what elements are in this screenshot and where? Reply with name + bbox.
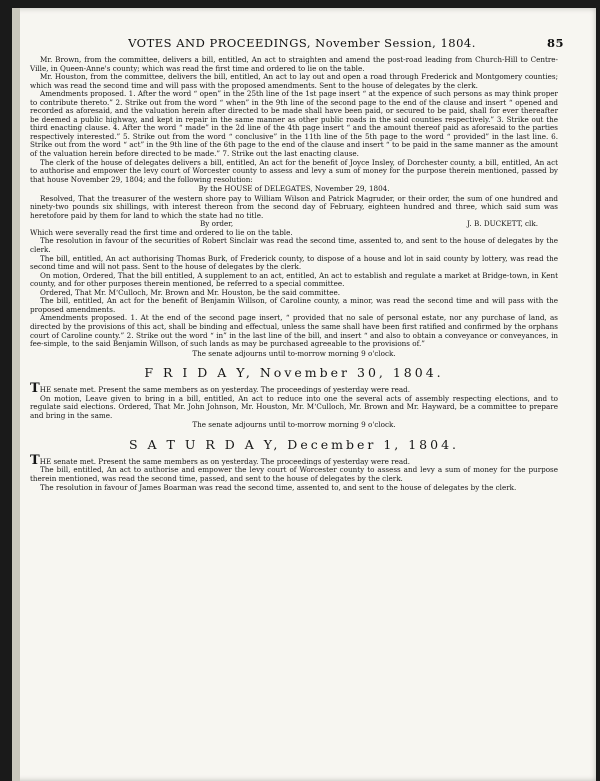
paragraph: Amendments proposed. 1. After the word “ open” in the 25th line of the 1st page insert “ at the expence of such persons as may think proper to contribute thereto.” 2. Strike out from the word “ when” in the 9th line of the second page to the end of the clause and insert “ opened and recorded as aforesaid, and the valuation herein after directed to be made shall have been paid, or secured to be paid, shall for ever thereafter be deemed a public highway, and kept in repair in the same manner as other public roads in the said counties respectively.” 3. Strike out the third enacting clause. 4. After the word “ made” in the 2d line of the 4th page insert “ and the amount thereof paid as aforesaid to the parties respectively interested.” 5. Strike out from the word “ conclusive” in the 11th line of the 5th page to the word “ provided” in the last line. 6. Strike out from the word “ act” in the 9th line of the 6th page to the end of the clause and insert “ to be paid in the same manner as the amount of the valuation herein before directed to be made.” 7. Strike out the last enacting clause. (30, 89, 558, 159)
paragraph: Which were severally read the first time and ordered to lie on the table. (30, 227, 293, 237)
adjournment: The senate adjourns until to-morrow morning 9 o'clock. (192, 420, 396, 430)
paragraph: Mr. Brown, from the committee, delivers a bill, entitled, An act to straighten and amend the post-road leading from Church-Hill to Centre-Ville, in Queen-Anne's county; which was read the first time and ordered to lie on the table. (30, 55, 558, 73)
page-header (40, 36, 564, 50)
paragraph: Amendments proposed. 1. At the end of the second page insert, “ provided that no sale of personal estate, nor any purchase of land, as directed by the provisions of this act, shall be binding and effectual, unless the same shall have been first ratified and confirmed by the orphans court of Caroline county.” 2. Strike out the word “ in” in the last line of the bill, and insert “ and also to obtain a conveyance or conveyances, in fee-simple, to the said Benjamin Willson, of such lands as may be purchased agreeable to the provisions of.” (30, 313, 558, 349)
document-page (12, 8, 596, 781)
paragraph: The clerk of the house of delegates delivers a bill, entitled, An act for the benefit of Joyce Insley, of Dorchester county, a bill, entitled, An act to authorise and empower the levy court of Worcester county to assess and levy a sum of money for the purpose therein mentioned, passed by that house November 29, 1804; and the following resolution: (30, 157, 558, 184)
paragraph: Mr. Houston, from the committee, delivers the bill, entitled, An act to lay out and open a road through Frederick and Montgomery counties; which was read the second time and will pass with the proposed amendments. Sent to the house of delegates by the clerk. (30, 72, 558, 90)
paragraph: The resolution in favour of the securities of Robert Sinclair was read the second time, assented to, and sent to the house of delegates by the clerk. (30, 236, 558, 255)
paragraph: On motion, Leave given to bring in a bill, entitled, An act to reduce into one the several acts of assembly respecting elections, and to regulate said elections. Ordered, That Mr. John Johnson, Mr. Houston, Mr. M‘Culloch, Mr. Brown and Mr. Hayward, be a committee to prepare and bring in the same. (30, 393, 558, 420)
paragraph: On motion, Ordered, That the bill entitled, A supplement to an act, entitled, An act to establish and regulate a market at Bridge-town, in Kent county, and for other purposes therein mentioned, be referred to a special committee. (30, 270, 558, 289)
paragraph: The bill, entitled, An act for the benefit of Benjamin Willson, of Caroline county, a minor, was read the second time and will pass with the proposed amendments. (30, 296, 558, 314)
binding-shadow (12, 8, 20, 781)
paragraph: The bill, entitled, An act to authorise and empower the levy court of Worcester county to assess and levy a sum of money for the purpose therein mentioned, was read the second time, passed, and sent to the house of delegates by the clerk. (30, 465, 558, 483)
friday-opening: THE senate met. Present the same members as on yesterday. The proceedings of yesterday were read. (30, 381, 411, 397)
page-title: VOTES AND PROCEEDINGS, November Session, 1804. (128, 36, 476, 50)
saturday-heading: S A T U R D A Y, December 1, 1804. (128, 436, 460, 452)
resolution-heading: By the HOUSE of DELEGATES, November 29, 1804. (198, 184, 390, 194)
resolution-text: Resolved, That the treasurer of the western shore pay to William Wilson and Patrick Magruder, or their order, the sum of one hundred and ninety-two pounds six shillings, with interest thereon from the second day of February, eighteen hundred and three, which said sum was heretofore paid by them for land to which the state had no title. (30, 193, 558, 220)
by-order: By order, (200, 219, 234, 229)
adjournment: The senate adjourns until to-morrow morning 9 o'clock. (192, 348, 396, 358)
page-number: 85 (546, 36, 564, 50)
drop-cap: T (30, 381, 40, 397)
document-body (30, 56, 558, 492)
saturday-opening: THE senate met. Present the same members as on yesterday. The proceedings of yesterday were read. (30, 452, 411, 468)
drop-cap: T (30, 452, 40, 468)
paragraph: Ordered, That Mr. M‘Culloch, Mr. Brown and Mr. Houston, be the said committee. (40, 287, 341, 297)
friday-heading: F R I D A Y, November 30, 1804. (144, 365, 444, 381)
paragraph: The bill, entitled, An act authorising Thomas Burk, of Frederick county, to dispose of a house and lot in said county by lottery, was read the second time and will not pass. Sent to the house of delegates by the clerk. (30, 253, 558, 272)
paragraph: The resolution in favour of James Boarman was read the second time, assented to, and sent to the house of delegates by the clerk. (40, 482, 517, 492)
signature: J. B. DUCKETT, clk. (467, 219, 538, 229)
